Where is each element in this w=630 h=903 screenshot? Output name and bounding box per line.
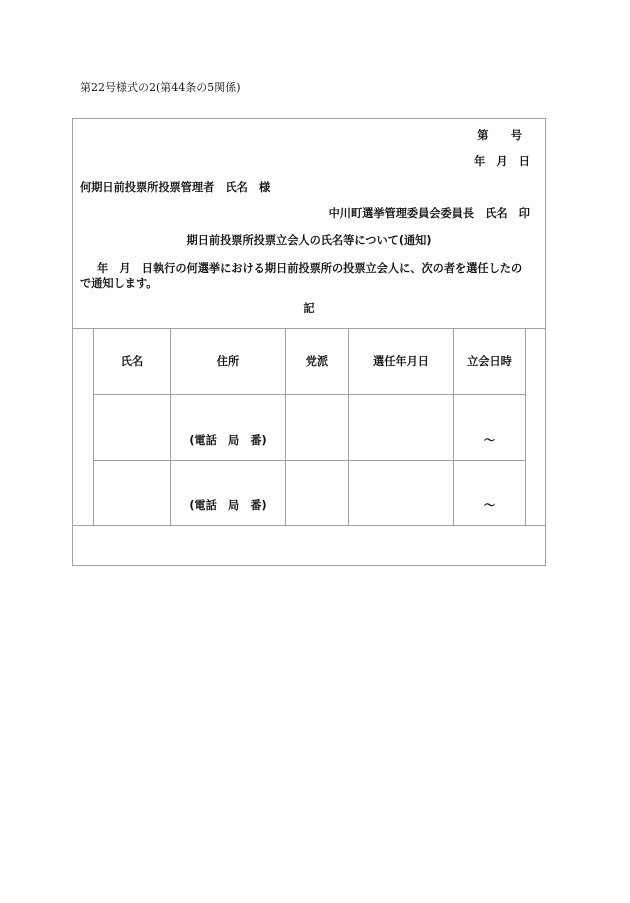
appointee-table bbox=[93, 329, 526, 525]
document-number: 第 号 bbox=[477, 129, 522, 142]
cell-attendance-time: ～ bbox=[454, 461, 526, 526]
table-head bbox=[94, 329, 526, 395]
table-row bbox=[94, 461, 526, 526]
form-number-label: 第22号様式の2(第44条の5関係) bbox=[80, 81, 241, 94]
cell-appointment-date bbox=[349, 461, 454, 526]
header-party: 党派 bbox=[286, 329, 349, 395]
appointee-table-section bbox=[73, 328, 545, 526]
addressee: 何期日前投票所投票管理者 氏名 様 bbox=[80, 181, 271, 194]
cell-name bbox=[94, 461, 171, 526]
header-address: 住所 bbox=[171, 329, 286, 395]
notice-form bbox=[72, 118, 546, 566]
cell-address: (電話 局 番) bbox=[171, 395, 286, 461]
ki-heading: 記 bbox=[303, 302, 315, 315]
header-appointment-date: 選任年月日 bbox=[349, 329, 454, 395]
sender: 中川町選挙管理委員会委員長 氏名 印 bbox=[328, 207, 530, 220]
document-date: 年 月 日 bbox=[474, 155, 530, 168]
table-row bbox=[94, 395, 526, 461]
notice-body: 年 月 日執行の何選挙における期日前投票所の投票立会人に、次の者を選任したので通知します。 bbox=[80, 262, 523, 290]
header-name: 氏名 bbox=[94, 329, 171, 395]
cell-address: (電話 局 番) bbox=[171, 461, 286, 526]
notice-title: 期日前投票所投票立会人の氏名等について(通知) bbox=[186, 234, 432, 247]
cell-appointment-date bbox=[349, 395, 454, 461]
cell-party bbox=[286, 395, 349, 461]
cell-attendance-time: ～ bbox=[454, 395, 526, 461]
header-attendance-time: 立会日時 bbox=[454, 329, 526, 395]
cell-party bbox=[286, 461, 349, 526]
table-body bbox=[94, 395, 526, 525]
cell-name bbox=[94, 395, 171, 461]
table-header-row bbox=[94, 329, 526, 395]
